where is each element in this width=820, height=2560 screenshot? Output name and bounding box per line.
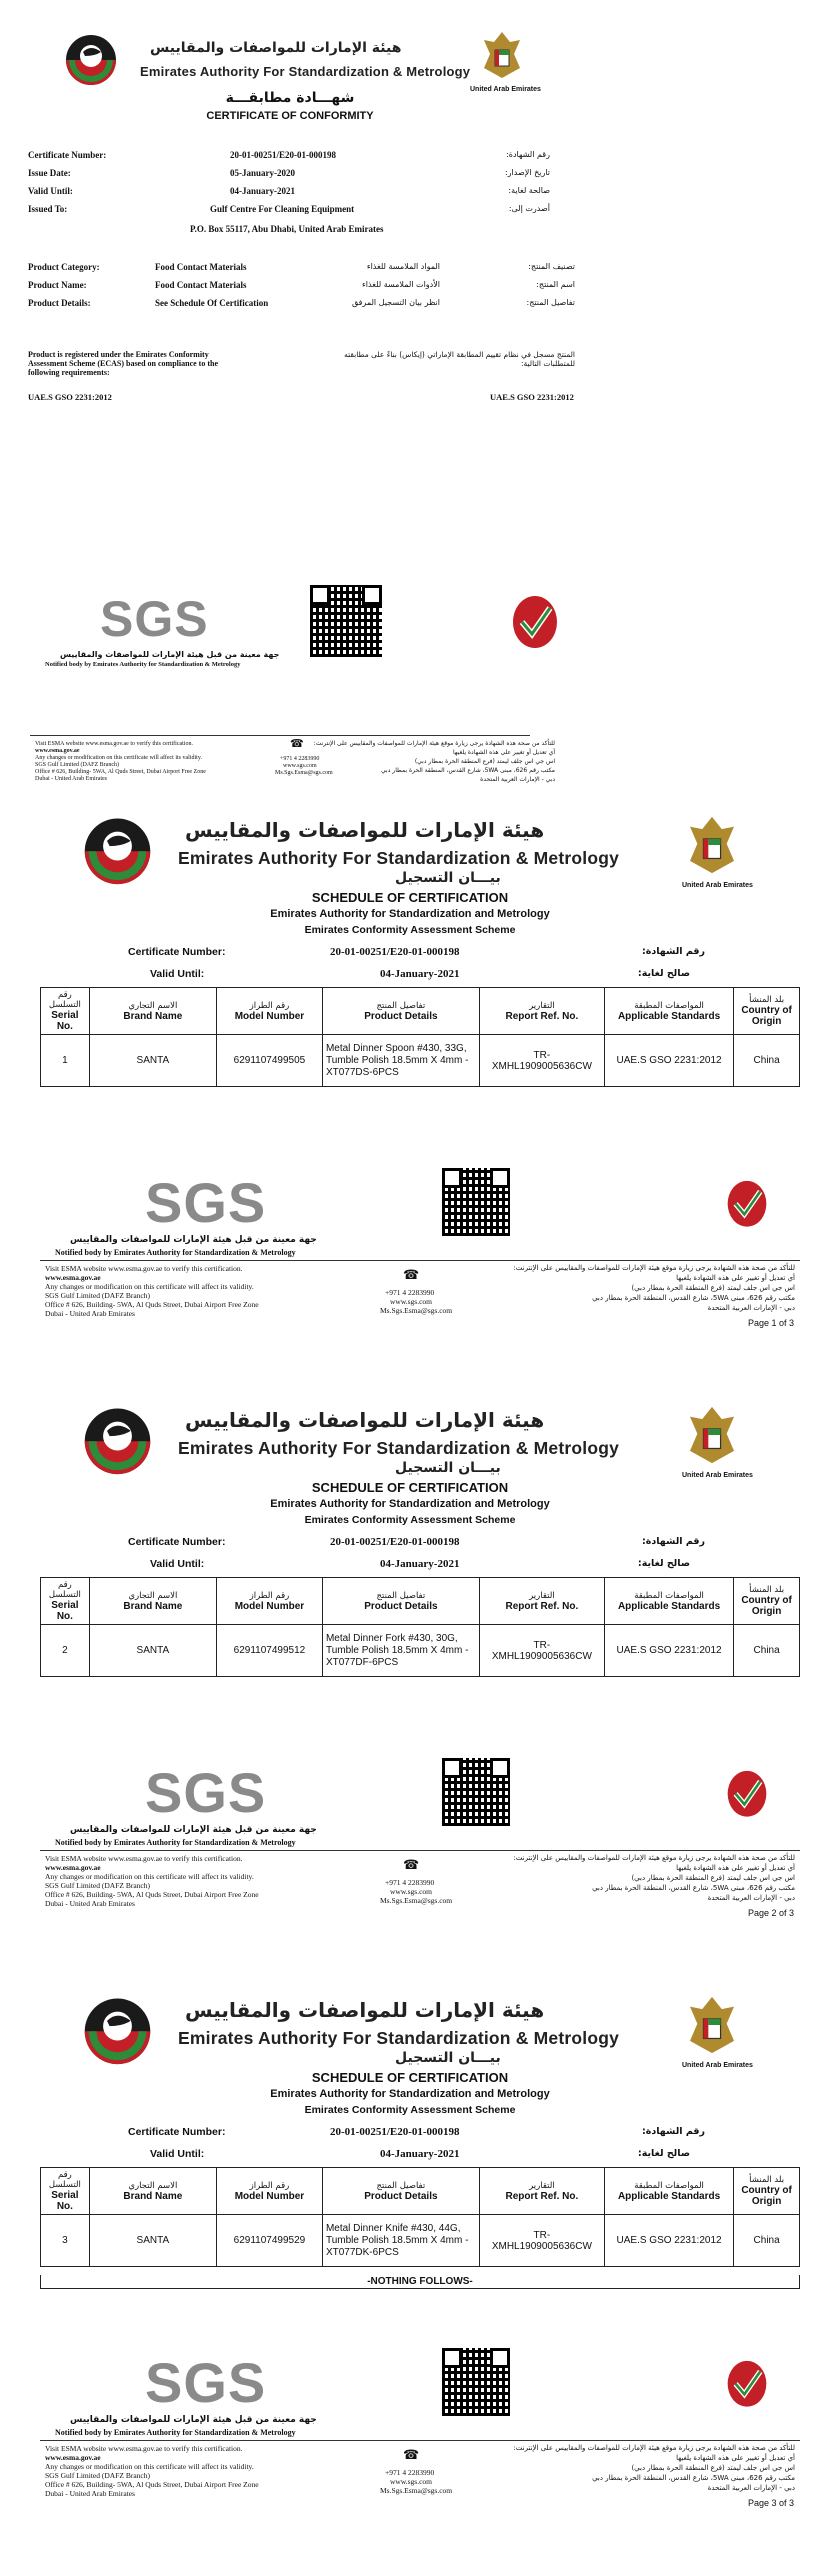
- cert-number-label: Certificate Number:: [128, 1536, 226, 1548]
- footer-email: Ms.Sgs.Esma@sgs.com: [275, 770, 333, 776]
- table-row: [41, 1035, 800, 1087]
- product-category-label: Product Category:: [28, 262, 100, 272]
- page-number: Page 1 of 3: [748, 1318, 795, 1328]
- valid-until-label-ar: صالحة لغاية:: [508, 186, 550, 195]
- schedule-title-ar: بيـــان التسجيل: [395, 1460, 501, 1476]
- footer-web: www.sgs.com: [390, 2477, 433, 2486]
- header-report: التقارير Report Ref. No.: [479, 988, 604, 1035]
- table-row: [41, 2215, 800, 2267]
- certificate-number-label-ar: رقم الشهادة:: [506, 150, 550, 159]
- schedule-subtitle-2: Emirates Conformity Assessment Scheme: [304, 1514, 516, 1526]
- cert-number-label-ar: رقم الشهادة:: [641, 946, 705, 957]
- sgs-logo: SGS: [100, 591, 209, 647]
- schedule-subtitle-1: Emirates Authority for Standardization and Metrology: [270, 1498, 550, 1510]
- ecas-mark-icon: [725, 2355, 769, 2409]
- valid-until-value: 04-January-2021: [380, 1558, 460, 1570]
- cell-serial: 1: [41, 1035, 90, 1087]
- cell-model: 6291107499505: [216, 1035, 322, 1087]
- product-category-value-ar: المواد الملامسة للغذاء: [366, 262, 440, 271]
- schedule-page: [0, 1380, 820, 1960]
- notified-body-ar: جهة معينة من قبل هيئة الإمارات للمواصفات والمقاييس: [70, 1825, 317, 1835]
- footer-ar-2: أي تعديل أو تغيير على هذه الشهادة يلغيها: [676, 1274, 795, 1282]
- cell-details: Metal Dinner Spoon #430, 33G, Tumble Polish 18.5mm X 4mm - XT077DS-6PCS: [322, 1035, 479, 1087]
- cell-report: TR- XMHL1909005636CW: [479, 2215, 604, 2267]
- org-name-en: Emirates Authority For Standardization & Metrology: [140, 64, 471, 79]
- certificate-page: [0, 0, 820, 790]
- esma-logo: [70, 812, 165, 888]
- cell-model: 6291107499512: [216, 1625, 322, 1677]
- cell-details: Metal Dinner Fork #430, 30G, Tumble Polish 18.5mm X 4mm - XT077DF-6PCS: [322, 1625, 479, 1677]
- cell-details: Metal Dinner Knife #430, 44G, Tumble Polish 18.5mm X 4mm - XT077DK-6PCS: [322, 2215, 479, 2267]
- cell-report: TR- XMHL1909005636CW: [479, 1625, 604, 1677]
- issued-to-address: P.O. Box 55117, Abu Dhabi, United Arab Emirates: [190, 224, 384, 234]
- sgs-logo: SGS: [145, 2351, 267, 2414]
- org-name-ar: هيئة الإمارات للمواصفات والمقاييس: [185, 1998, 545, 2022]
- product-category-value: Food Contact Materials: [155, 262, 247, 272]
- cert-number-label: Certificate Number:: [128, 2126, 226, 2138]
- footer-ar-3: اس جي اس جلف ليمتد (فرع المنطقة الحرة بمطار دبي): [631, 1874, 795, 1882]
- cell-origin: China: [734, 2215, 800, 2267]
- table-row: [41, 1625, 800, 1677]
- product-name-label: Product Name:: [28, 280, 87, 290]
- footer-web: www.sgs.com: [283, 763, 317, 769]
- footer-site: www.esma.gov.ae: [35, 748, 80, 754]
- footer-company: SGS Gulf Limited (DAFZ Branch): [45, 1291, 150, 1300]
- uae-label: United Arab Emirates: [682, 1472, 753, 1479]
- cert-number-value: 20-01-00251/E20-01-000198: [330, 946, 460, 958]
- notified-body-en: Notified body by Emirates Authority for Standardization & Metrology: [55, 2428, 296, 2437]
- cell-brand: SANTA: [89, 1035, 216, 1087]
- certificate-title-ar: شهـــادة مطابقـــة: [225, 90, 355, 106]
- valid-until-value: 04-January-2021: [380, 968, 460, 980]
- footer-phone: +971 4 2283990: [385, 1878, 435, 1887]
- header-model: رقم الطراز Model Number: [216, 1578, 322, 1625]
- footer-ar-3: اس جي اس جلف ليمتد (فرع المنطقة الحرة بمطار دبي): [631, 1284, 795, 1292]
- cell-standard: UAE.S GSO 2231:2012: [604, 1035, 733, 1087]
- schedule-title-en: SCHEDULE OF CERTIFICATION: [311, 890, 509, 905]
- footer-ar-5: دبي - الإمارات العربية المتحدة: [707, 1894, 795, 1902]
- footer-visit: Visit ESMA website www.esma.gov.ae to verify this certification.: [35, 741, 193, 747]
- esma-logo: [55, 30, 127, 88]
- uae-emblem-icon: [685, 812, 739, 878]
- certificate-title-en: CERTIFICATE OF CONFORMITY: [206, 110, 374, 122]
- schedule-page: [0, 790, 820, 1370]
- valid-until-value: 04-January-2021: [230, 186, 295, 196]
- org-name-en: Emirates Authority For Standardization & Metrology: [178, 848, 620, 868]
- header-origin: بلد المنشأ Country of Origin: [734, 988, 800, 1035]
- footer-changes: Any changes or modification on this certificate will affect its validity.: [45, 1282, 254, 1291]
- uae-emblem-icon: [685, 1402, 739, 1468]
- phone-icon: ☎: [290, 738, 304, 750]
- footer-city: Dubai - United Arab Emirates: [45, 1899, 135, 1908]
- issue-date-label: Issue Date:: [28, 168, 71, 178]
- footer-changes: Any changes or modification on this certificate will affect its validity.: [45, 1872, 254, 1881]
- footer-city: Dubai - United Arab Emirates: [35, 776, 107, 782]
- cert-number-label-ar: رقم الشهادة:: [641, 2126, 705, 2137]
- schedule-title-ar: بيـــان التسجيل: [395, 2050, 501, 2066]
- org-name-ar: هيئة الإمارات للمواصفات والمقاييس: [185, 1408, 545, 1432]
- notified-body-ar: جهة معينة من قبل هيئة الإمارات للمواصفات والمقاييس: [70, 1235, 317, 1245]
- esma-logo: [70, 1402, 165, 1478]
- footer-ar-4: مكتب رقم 626، مبنى 5WA، شارع القدس، المنطقة الحرة بمطار دبي: [592, 1884, 795, 1892]
- valid-until-label: Valid Until:: [150, 968, 205, 980]
- issued-to-label-ar: أصدرت إلى:: [508, 204, 550, 213]
- cell-brand: SANTA: [89, 2215, 216, 2267]
- schedule-table: [40, 987, 800, 1087]
- org-name-ar: هيئة الإمارات للمواصفات والمقاييس: [150, 40, 402, 56]
- qr-code: [442, 1168, 510, 1236]
- notified-body-ar: جهة معينة من قبل هيئة الإمارات للمواصفات والمقاييس: [70, 2415, 317, 2425]
- footer-phone: +971 4 2283990: [385, 1288, 435, 1297]
- footer-phone: +971 4 2283990: [280, 756, 320, 762]
- product-category-label-ar: تصنيف المنتج:: [528, 262, 575, 271]
- header-origin: بلد المنشأ Country of Origin: [734, 2168, 800, 2215]
- footer-ar-2: أي تعديل أو تغيير على هذه الشهادة يلغيها: [676, 2454, 795, 2462]
- schedule-table: [40, 2167, 800, 2267]
- schedule-page: [0, 1970, 820, 2550]
- esma-logo: [70, 1992, 165, 2068]
- schedule-header-row: [41, 988, 800, 1035]
- cert-number-label: Certificate Number:: [128, 946, 226, 958]
- header-brand: الاسم التجاري Brand Name: [89, 1578, 216, 1625]
- cell-origin: China: [734, 1625, 800, 1677]
- uae-label: United Arab Emirates: [470, 86, 541, 93]
- footer-ar-3: اس جي اس جلف ليمتد (فرع المنطقة الحرة بمطار دبي): [631, 2464, 795, 2472]
- product-name-value: Food Contact Materials: [155, 280, 247, 290]
- valid-until-label: Valid Until:: [28, 186, 73, 196]
- footer-company: SGS Gulf Limited (DAFZ Branch): [45, 2471, 150, 2480]
- footer-ar-4: مكتب رقم 626، مبنى 5WA، شارع القدس، المنطقة الحرة بمطار دبي: [592, 2474, 795, 2482]
- page-number: Page 3 of 3: [748, 2498, 795, 2508]
- valid-until-label: Valid Until:: [150, 1558, 205, 1570]
- phone-icon: ☎: [403, 1267, 420, 1282]
- schedule-subtitle-1: Emirates Authority for Standardization and Metrology: [270, 2088, 550, 2100]
- certificate-number-label: Certificate Number:: [28, 150, 107, 160]
- footer-email: Ms.Sgs.Esma@sgs.com: [380, 1896, 453, 1905]
- org-name-en: Emirates Authority For Standardization & Metrology: [178, 2028, 620, 2048]
- footer-email: Ms.Sgs.Esma@sgs.com: [380, 2486, 453, 2495]
- product-name-value-ar: الأدوات الملامسة للغذاء: [362, 280, 440, 289]
- valid-until-value: 04-January-2021: [380, 2148, 460, 2160]
- schedule-table: [40, 1577, 800, 1677]
- footer-ar-3: اس جي اس جلف ليمتد (فرع المنطقة الحرة بمطار دبي): [414, 758, 555, 765]
- header-details: تفاصيل المنتج Product Details: [322, 2168, 479, 2215]
- footer-visit: Visit ESMA website www.esma.gov.ae to verify this certification.: [45, 1264, 243, 1273]
- footer-changes: Any changes or modification on this certificate will affect its validity.: [45, 2462, 254, 2471]
- product-details-label-ar: تفاصيل المنتج:: [526, 298, 575, 307]
- sgs-logo: SGS: [145, 1171, 267, 1234]
- footer-visit: Visit ESMA website www.esma.gov.ae to verify this certification.: [45, 1854, 243, 1863]
- header-standards: المواصفات المطبقة Applicable Standards: [604, 1578, 733, 1625]
- issue-date-label-ar: تاريخ الإصدار:: [504, 168, 550, 177]
- product-details-value: See Schedule Of Certification: [155, 298, 269, 308]
- ecas-statement-en: Product is registered under the Emirates Conformity Assessment Scheme (ECAS) based on compliance to the following requirements:: [28, 350, 218, 377]
- valid-until-label: Valid Until:: [150, 2148, 205, 2160]
- footer-ar-1: للتأكد من صحة هذه الشهادة يرجى زيارة موقع هيئة الإمارات للمواصفات والمقاييس على الإنترنت:: [513, 1854, 795, 1862]
- cert-number-value: 20-01-00251/E20-01-000198: [330, 2126, 460, 2138]
- valid-until-label-ar: صالح لغاية:: [637, 2148, 690, 2159]
- footer-site: www.esma.gov.ae: [45, 2453, 101, 2462]
- qr-code: [310, 585, 382, 657]
- footer-ar-5: دبي - الإمارات العربية المتحدة: [480, 776, 555, 783]
- header-details: تفاصيل المنتج Product Details: [322, 988, 479, 1035]
- footer-visit: Visit ESMA website www.esma.gov.ae to verify this certification.: [45, 2444, 243, 2453]
- footer-ar-4: مكتب رقم 626، مبنى 5WA، شارع القدس، المنطقة الحرة بمطار دبي: [381, 767, 555, 774]
- page-number: Page 2 of 3: [748, 1908, 795, 1918]
- product-name-label-ar: اسم المنتج:: [536, 280, 575, 289]
- footer-city: Dubai - United Arab Emirates: [45, 1309, 135, 1318]
- header-standards: المواصفات المطبقة Applicable Standards: [604, 2168, 733, 2215]
- footer-changes: Any changes or modification on this certificate will affect its validity.: [35, 755, 202, 761]
- schedule-title-ar: بيـــان التسجيل: [395, 870, 501, 886]
- header-report: التقارير Report Ref. No.: [479, 2168, 604, 2215]
- ecas-mark-icon: [510, 590, 560, 650]
- schedule-title-en: SCHEDULE OF CERTIFICATION: [311, 2070, 509, 2085]
- product-details-value-ar: انظر بيان التسجيل المرفق: [351, 298, 440, 307]
- footer-company: SGS Gulf Limited (DAFZ Branch): [35, 762, 119, 768]
- certificate-number-value: 20-01-00251/E20-01-000198: [230, 150, 336, 160]
- footer-phone: +971 4 2283990: [385, 2468, 435, 2477]
- footer-ar-1: للتأكد من صحة هذه الشهادة يرجى زيارة موقع هيئة الإمارات للمواصفات والمقاييس على الإنترنت:: [513, 1264, 795, 1272]
- issued-to-label: Issued To:: [28, 204, 68, 214]
- footer-ar-1: للتأكد من صحة هذه الشهادة يرجى زيارة موقع هيئة الإمارات للمواصفات والمقاييس على الإنترنت:: [513, 2444, 795, 2452]
- schedule-header-row: [41, 1578, 800, 1625]
- ecas-statement-ar: المنتج مسجل في نظام تقييم المطابقة الإماراتي (إيكاس) بناءً على مطابقته للمتطلبات التالية:: [344, 350, 575, 368]
- cert-number-label-ar: رقم الشهادة:: [641, 1536, 705, 1547]
- header-report: التقارير Report Ref. No.: [479, 1578, 604, 1625]
- footer-web: www.sgs.com: [390, 1297, 433, 1306]
- sgs-logo: SGS: [145, 1761, 267, 1824]
- footer-ar-5: دبي - الإمارات العربية المتحدة: [707, 2484, 795, 2492]
- org-name-ar: هيئة الإمارات للمواصفات والمقاييس: [185, 818, 545, 842]
- valid-until-label-ar: صالح لغاية:: [637, 968, 690, 979]
- header-model: رقم الطراز Model Number: [216, 2168, 322, 2215]
- footer-email: Ms.Sgs.Esma@sgs.com: [380, 1306, 453, 1315]
- cell-serial: 2: [41, 1625, 90, 1677]
- footer-office: Office # 626, Building- 5WA, Al Quds Street, Dubai Airport Free Zone: [45, 1300, 259, 1309]
- footer-office: Office # 626, Building- 5WA, Al Quds Street, Dubai Airport Free Zone: [45, 1890, 259, 1899]
- notified-body-en: Notified body by Emirates Authority for Standardization & Metrology: [55, 1838, 296, 1847]
- cell-serial: 3: [41, 2215, 90, 2267]
- standard-right: UAE.S GSO 2231:2012: [490, 392, 574, 402]
- schedule-title-en: SCHEDULE OF CERTIFICATION: [311, 1480, 509, 1495]
- schedule-subtitle-2: Emirates Conformity Assessment Scheme: [304, 924, 516, 936]
- cert-number-value: 20-01-00251/E20-01-000198: [330, 1536, 460, 1548]
- cell-standard: UAE.S GSO 2231:2012: [604, 2215, 733, 2267]
- cell-standard: UAE.S GSO 2231:2012: [604, 1625, 733, 1677]
- footer-site: www.esma.gov.ae: [45, 1273, 101, 1282]
- schedule-subtitle-2: Emirates Conformity Assessment Scheme: [304, 2104, 516, 2116]
- header-serial: رقم التسلسل Serial No.: [41, 2168, 90, 2215]
- footer-web: www.sgs.com: [390, 1887, 433, 1896]
- phone-icon: ☎: [403, 1857, 420, 1872]
- header-model: رقم الطراز Model Number: [216, 988, 322, 1035]
- ecas-mark-icon: [725, 1175, 769, 1229]
- notified-body-en: Notified body by Emirates Authority for Standardization & Metrology: [55, 1248, 296, 1257]
- phone-icon: ☎: [403, 2447, 420, 2462]
- standard-left: UAE.S GSO 2231:2012: [28, 392, 112, 402]
- header-serial: رقم التسلسل Serial No.: [41, 1578, 90, 1625]
- footer-office: Office # 626, Building- 5WA, Al Quds Street, Dubai Airport Free Zone: [35, 769, 206, 775]
- qr-code: [442, 2348, 510, 2416]
- footer-ar-2: أي تعديل أو تغيير على هذه الشهادة يلغيها: [676, 1864, 795, 1872]
- footer-ar-5: دبي - الإمارات العربية المتحدة: [707, 1304, 795, 1312]
- uae-label: United Arab Emirates: [682, 2062, 753, 2069]
- footer-ar-4: مكتب رقم 626، مبنى 5WA، شارع القدس، المنطقة الحرة بمطار دبي: [592, 1294, 795, 1302]
- issued-to-value: Gulf Centre For Cleaning Equipment: [210, 204, 355, 214]
- uae-emblem-icon: [480, 28, 524, 82]
- schedule-subtitle-1: Emirates Authority for Standardization and Metrology: [270, 908, 550, 920]
- footer-company: SGS Gulf Limited (DAFZ Branch): [45, 1881, 150, 1890]
- notified-body-ar: جهة معينة من قبل هيئة الإمارات للمواصفات والمقاييس: [60, 650, 280, 659]
- header-brand: الاسم التجاري Brand Name: [89, 988, 216, 1035]
- footer-ar-1: للتأكد من صحة هذه الشهادة يرجى زيارة موقع هيئة الإمارات للمواصفات والمقاييس على الإنترنت:: [313, 740, 555, 747]
- nothing-follows: -NOTHING FOLLOWS-: [40, 2275, 800, 2289]
- cell-model: 6291107499529: [216, 2215, 322, 2267]
- valid-until-label-ar: صالح لغاية:: [637, 1558, 690, 1569]
- uae-label: United Arab Emirates: [682, 882, 753, 889]
- notified-body-en: Notified body by Emirates Authority for Standardization & Metrology: [45, 661, 241, 668]
- cell-report: TR- XMHL1909005636CW: [479, 1035, 604, 1087]
- header-origin: بلد المنشأ Country of Origin: [734, 1578, 800, 1625]
- header-details: تفاصيل المنتج Product Details: [322, 1578, 479, 1625]
- footer-ar-2: أي تعديل أو تغيير على هذه الشهادة يلغيها: [453, 749, 555, 756]
- header-serial: رقم التسلسل Serial No.: [41, 988, 90, 1035]
- org-name-en: Emirates Authority For Standardization & Metrology: [178, 1438, 620, 1458]
- issue-date-value: 05-January-2020: [230, 168, 295, 178]
- uae-emblem-icon: [685, 1992, 739, 2058]
- cell-brand: SANTA: [89, 1625, 216, 1677]
- footer-city: Dubai - United Arab Emirates: [45, 2489, 135, 2498]
- header-standards: المواصفات المطبقة Applicable Standards: [604, 988, 733, 1035]
- footer-office: Office # 626, Building- 5WA, Al Quds Street, Dubai Airport Free Zone: [45, 2480, 259, 2489]
- product-details-label: Product Details:: [28, 298, 91, 308]
- footer-site: www.esma.gov.ae: [45, 1863, 101, 1872]
- ecas-mark-icon: [725, 1765, 769, 1819]
- qr-code: [442, 1758, 510, 1826]
- schedule-header-row: [41, 2168, 800, 2215]
- cell-origin: China: [734, 1035, 800, 1087]
- header-brand: الاسم التجاري Brand Name: [89, 2168, 216, 2215]
